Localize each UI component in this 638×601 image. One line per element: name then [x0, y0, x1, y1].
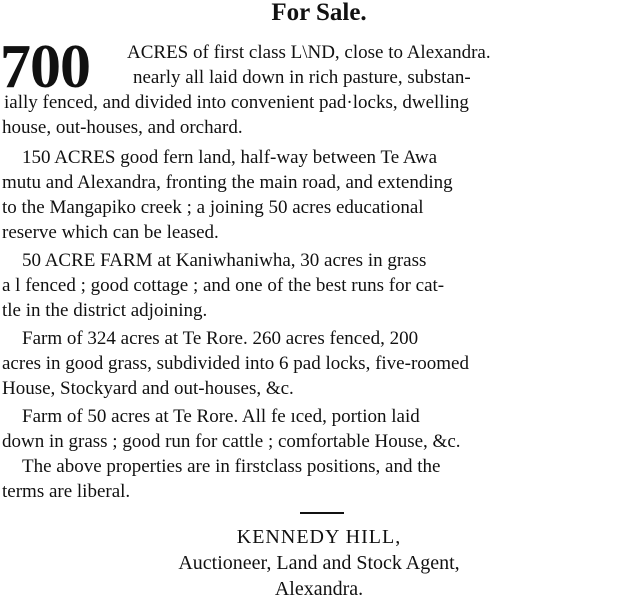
body-line: nearly all laid down in rich pasture, substan- [133, 67, 471, 88]
body-line: The above properties are in firstclass positions, and the [22, 456, 441, 477]
body-line: terms are liberal. [2, 481, 131, 502]
body-line: house, out-houses, and orchard. [2, 117, 243, 138]
body-line: ACRES of first class L\ND, close to Alexandra. [127, 42, 491, 63]
body-line: 150 ACRES good fern land, half-way between Te Awa [22, 147, 438, 168]
body-line: a l fenced ; good cottage ; and one of the best runs for cat- [2, 275, 445, 296]
body-line: acres in good grass, subdivided into 6 pad locks, five-roomed [2, 353, 469, 374]
acreage-initial: 700 [0, 33, 90, 101]
body-line: Farm of 50 acres at Te Rore. All fe ıced, portion laid [22, 406, 420, 427]
body-line: Farm of 324 acres at Te Rore. 260 acres fenced, 200 [22, 328, 419, 349]
divider-rule [300, 512, 344, 514]
page-title: For Sale. [271, 0, 367, 26]
body-line: tle in the district adjoining. [2, 300, 208, 321]
body-line: mutu and Alexandra, fronting the main road, and extending [2, 172, 453, 193]
body-line: ially fenced, and divided into convenient pad·locks, dwelling [4, 92, 469, 113]
signature-place: Alexandra. [274, 578, 364, 600]
signature-name: KENNEDY HILL, [236, 526, 402, 548]
signature-title: Auctioneer, Land and Stock Agent, [178, 552, 460, 574]
body-line: House, Stockyard and out-houses, &c. [2, 378, 294, 399]
body-line: to the Mangapiko creek ; a joining 50 acres educational [2, 197, 424, 218]
body-line: down in grass ; good run for cattle ; comfortable House, &c. [2, 431, 461, 452]
body-line: reserve which can be leased. [2, 222, 219, 243]
body-line: 50 ACRE FARM at Kaniwhaniwha, 30 acres in grass [22, 250, 427, 271]
